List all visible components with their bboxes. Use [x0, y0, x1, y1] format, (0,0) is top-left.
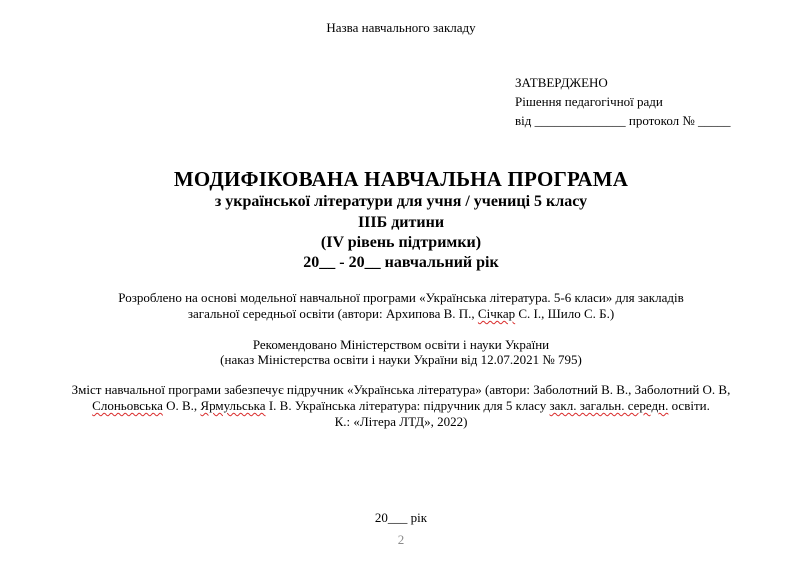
content-text: О. В., [162, 398, 201, 413]
institution-name: Назва навчального закладу [326, 20, 476, 35]
program-subject: з української літератури для учня / учениці 5 класу [214, 193, 588, 210]
spellcheck-word: Січкар [477, 306, 516, 321]
recommended-line-1: Рекомендовано Міністерством освіти і науки України [252, 337, 550, 352]
content-line-3: К.: «Літера ЛТД», 2022) [334, 414, 468, 429]
developed-line-2 [0, 305, 802, 322]
approval-heading: ЗАТВЕРДЖЕНО [515, 75, 608, 90]
program-title: МОДИФІКОВАНА НАВЧАЛЬНА ПРОГРАМА [173, 167, 629, 191]
program-support-level: (ІV рівень підтримки) [320, 234, 482, 251]
spellcheck-word: Слоньовська [92, 398, 163, 413]
developed-line-1: Розроблено на основі модельної навчальної програми «Українська література. 5-6 класи» для закладів [118, 290, 684, 305]
program-school-year: 20__ - 20__ навчальний рік [303, 254, 499, 271]
developed-text: загальної середньої освіти (автори: Архипова В. П., [187, 306, 478, 321]
content-text: І. В. Українська література: підручник для 5 класу [265, 398, 550, 413]
content-line-1: Зміст навчальної програми забезпечує підручник «Українська література» (автори: Заболотний В. В., Заболотний О. В, [71, 382, 731, 397]
page-number: 2 [397, 532, 405, 547]
content-line-2 [0, 397, 802, 414]
recommended-line-2: (наказ Міністерства освіти і науки України від 12.07.2021 № 795) [220, 352, 582, 367]
spellcheck-word: закл. загальн. середн. [549, 398, 669, 413]
spellcheck-word: Ярмульська [200, 398, 266, 413]
approval-council: Рішення педагогічної ради [515, 94, 663, 109]
approval-date-line: від ______________ протокол № _____ [515, 113, 731, 128]
year-line: 20___ рік [374, 510, 428, 525]
program-child-category: ІІІБ дитини [357, 214, 445, 231]
content-text: освіти. [668, 398, 710, 413]
developed-text: С. І., Шило С. Б.) [515, 306, 615, 321]
